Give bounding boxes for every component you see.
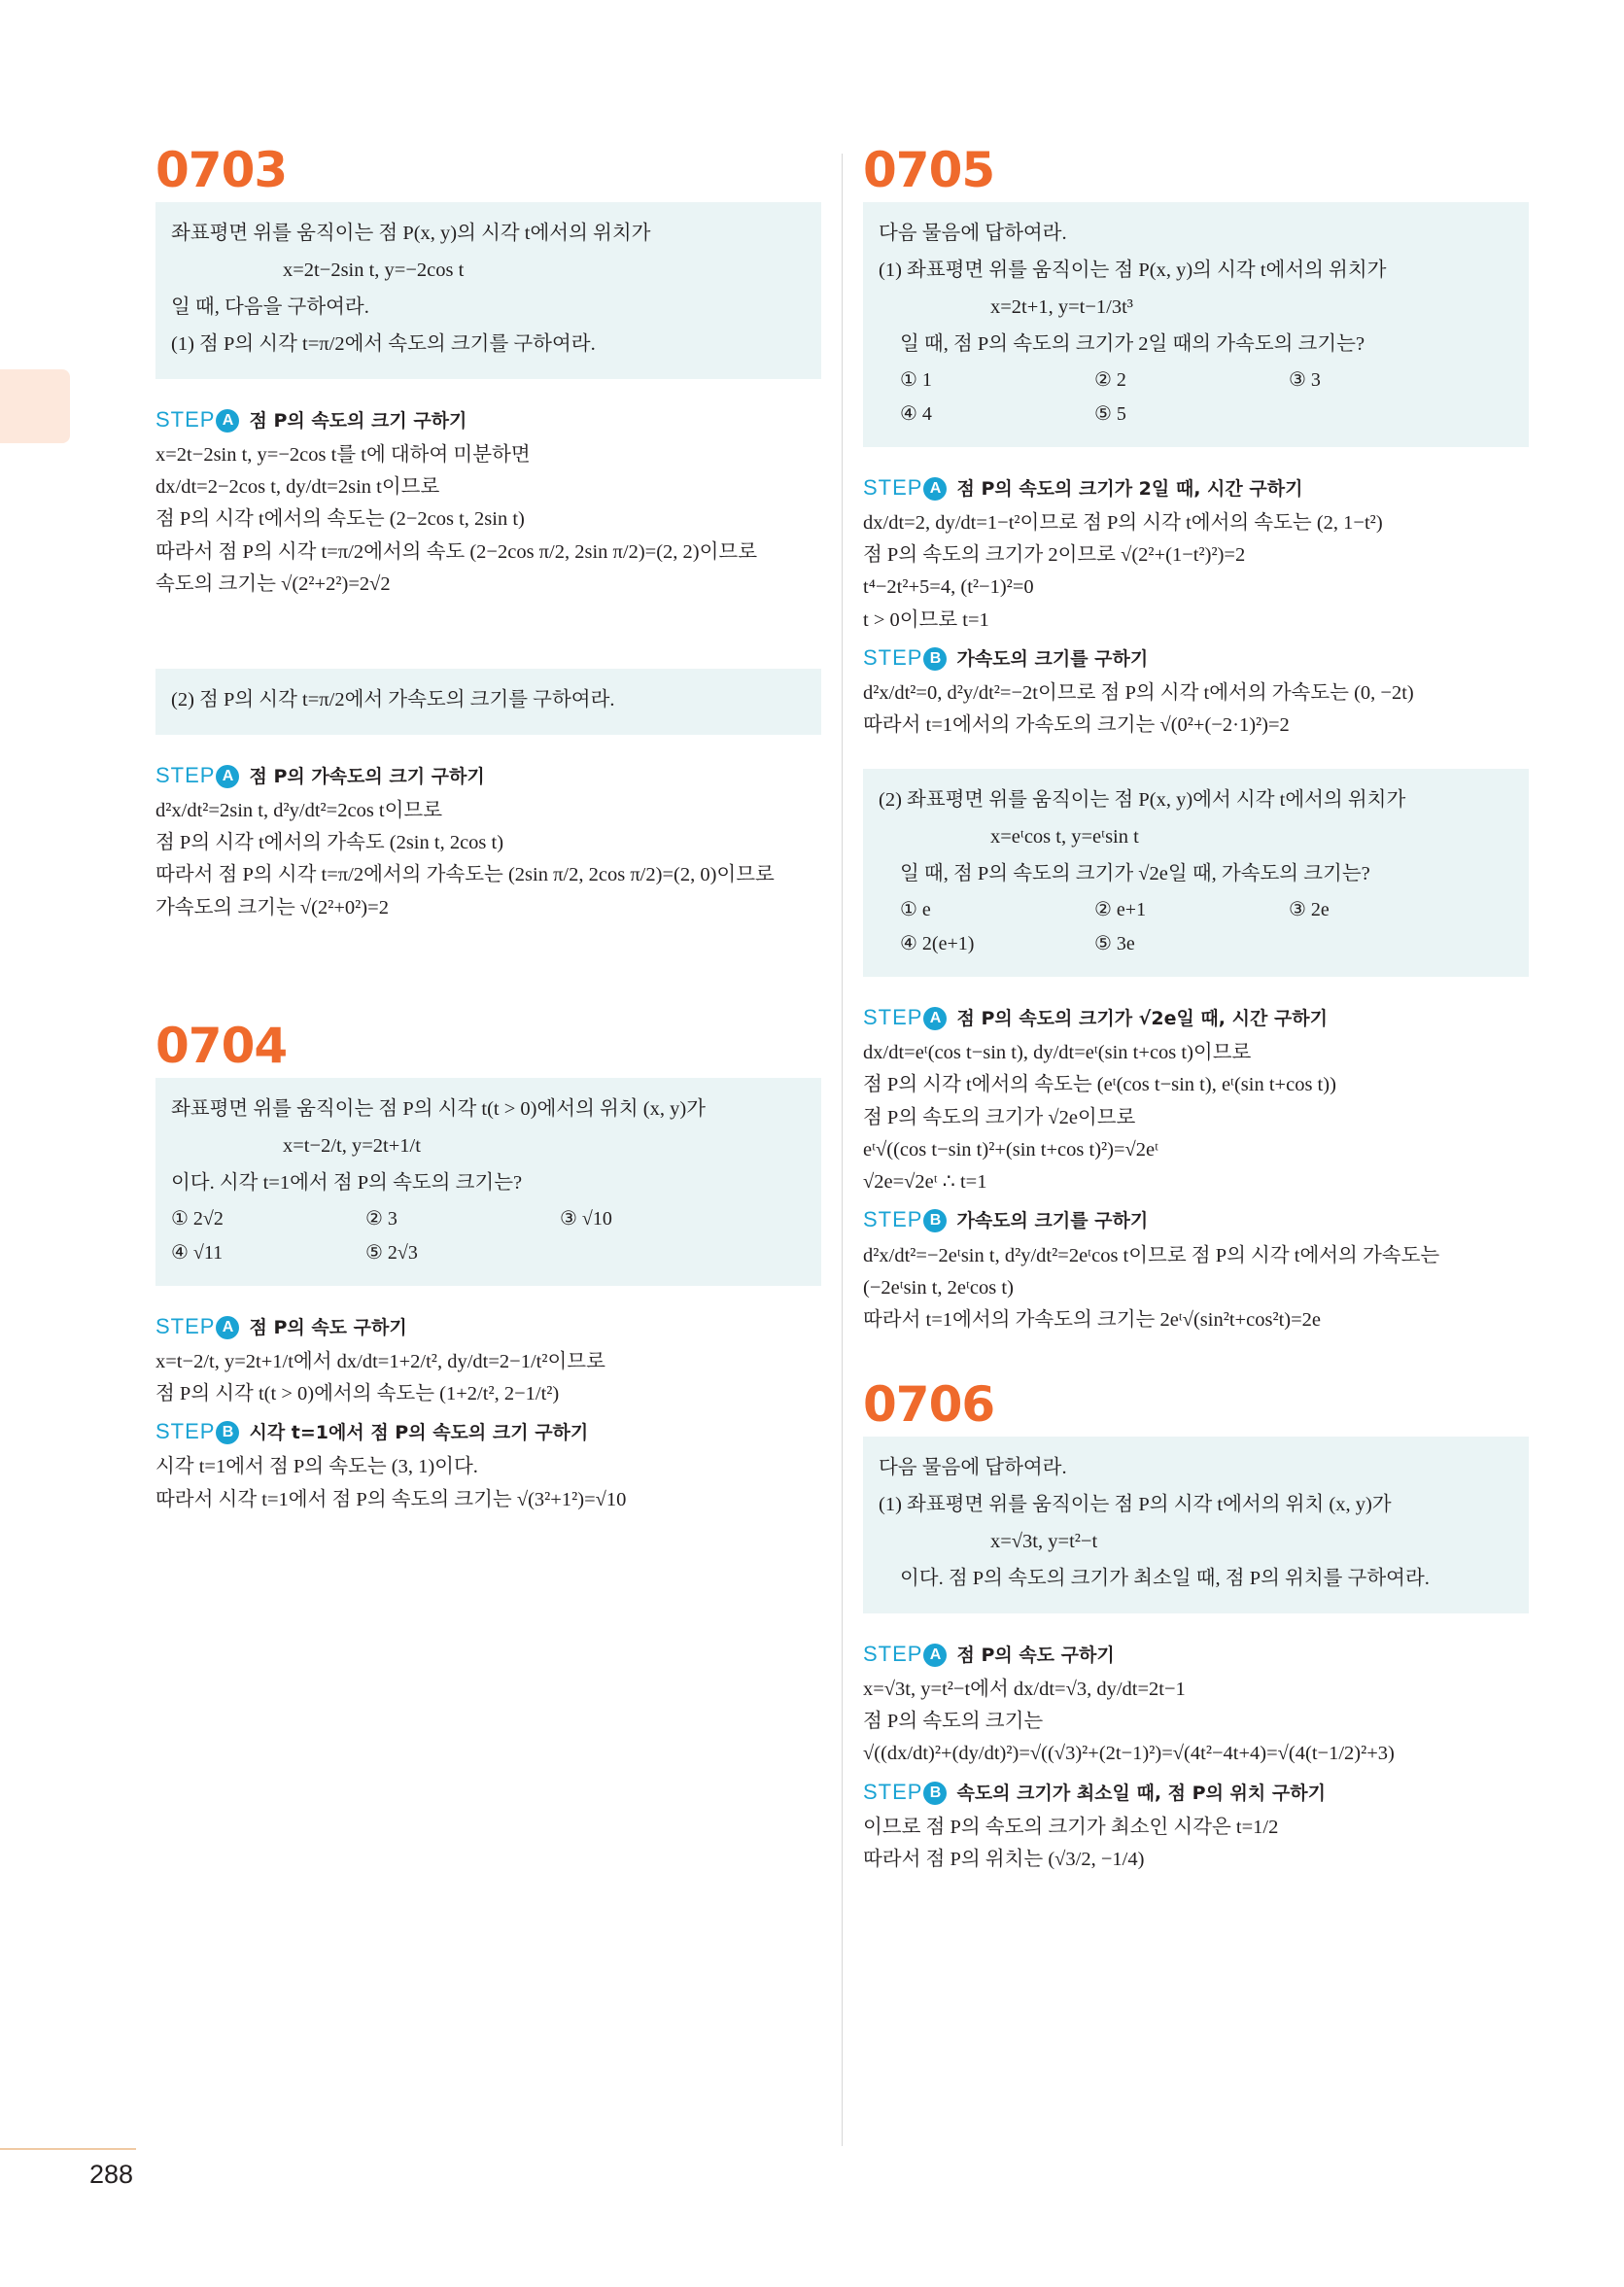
choice[interactable]: ⑤ 3e bbox=[1094, 933, 1135, 955]
question-formula: x=eᵗcos t, y=eᵗsin t bbox=[990, 826, 1139, 849]
solution-line: t⁴−2t²+5=4, (t²−1)²=0 bbox=[863, 576, 1034, 599]
solution-line: √((dx/dt)²+(dy/dt)²)=√((√3)²+(2t−1)²)=√(4t²−4t+4)=√(4(t−1/2)²+3) bbox=[863, 1743, 1395, 1765]
step-title: 점 P의 속도의 크기가 2일 때, 시간 구하기 bbox=[956, 477, 1303, 500]
solution-line: 따라서 점 P의 시각 t=π/2에서의 가속도는 (2sin π/2, 2cos π/2)=(2, 0)이므로 bbox=[155, 864, 775, 886]
question-box bbox=[863, 1437, 1529, 1613]
solution-line: (−2eᵗsin t, 2eᵗcos t) bbox=[863, 1276, 1014, 1299]
step-heading bbox=[863, 470, 1529, 505]
solution-line: t > 0이므로 t=1 bbox=[863, 608, 989, 631]
step-title: 점 P의 속도의 크기가 √2e일 때, 시간 구하기 bbox=[956, 1008, 1329, 1030]
step-title: 가속도의 크기를 구하기 bbox=[956, 1210, 1149, 1232]
question-line: (1) 점 P의 시각 t=π/2에서 속도의 크기를 구하여라. bbox=[171, 332, 596, 355]
problem-0705 bbox=[863, 142, 1529, 1336]
choice[interactable]: ④ 2(e+1) bbox=[900, 933, 975, 955]
solution-line: 점 P의 시각 t에서의 속도는 (2−2cos t, 2sin t) bbox=[155, 508, 525, 531]
question-formula: x=√3t, y=t²−t bbox=[990, 1530, 1098, 1552]
choice[interactable]: ④ 4 bbox=[900, 402, 932, 425]
problem-0703 bbox=[155, 142, 821, 924]
choice[interactable]: ④ √11 bbox=[171, 1241, 224, 1264]
left-column bbox=[155, 142, 821, 1516]
step-heading bbox=[863, 1000, 1529, 1035]
choice[interactable]: ② e+1 bbox=[1094, 899, 1147, 921]
solution-line: dx/dt=eᵗ(cos t−sin t), dy/dt=eᵗ(sin t+cos t)이므로 bbox=[863, 1042, 1252, 1064]
question-line: 이다. 시각 t=1에서 점 P의 속도의 크기는? bbox=[171, 1171, 523, 1194]
problem-number: 0704 bbox=[155, 1017, 288, 1074]
solution bbox=[863, 977, 1529, 1336]
problem-number: 0706 bbox=[863, 1376, 995, 1434]
step-letter-badge: A bbox=[216, 1316, 239, 1339]
problem-number: 0705 bbox=[863, 142, 995, 198]
question-line: 일 때, 다음을 구하여라. bbox=[171, 295, 369, 318]
answer-choices bbox=[879, 893, 1513, 961]
question-line: 다음 물음에 답하여라. bbox=[879, 1457, 1067, 1479]
step-title: 시각 t=1에서 점 P의 속도의 크기 구하기 bbox=[249, 1422, 589, 1444]
solution-line: 점 P의 속도의 크기는 bbox=[863, 1711, 1044, 1733]
step-title: 가속도의 크기를 구하기 bbox=[956, 647, 1149, 670]
question-box bbox=[155, 669, 821, 735]
step-title: 점 P의 속도의 크기 구하기 bbox=[249, 409, 467, 432]
question-formula: x=t−2/t, y=2t+1/t bbox=[283, 1134, 421, 1157]
question-box bbox=[863, 769, 1529, 977]
choice[interactable]: ③ 2e bbox=[1289, 899, 1330, 921]
step-letter-badge: A bbox=[923, 477, 947, 501]
choice[interactable]: ① 1 bbox=[900, 368, 932, 391]
solution-line: x=t−2/t, y=2t+1/t에서 dx/dt=1+2/t², dy/dt=2−1/t²이므로 bbox=[155, 1350, 605, 1372]
solution-line: 이므로 점 P의 속도의 크기가 최소인 시각은 t=1/2 bbox=[863, 1816, 1279, 1838]
question-line: (2) 점 P의 시각 t=π/2에서 가속도의 크기를 구하여라. bbox=[171, 688, 615, 710]
step-heading bbox=[155, 1309, 821, 1344]
solution-line: 따라서 t=1에서의 가속도의 크기는 √(0²+(−2·1)²)=2 bbox=[863, 714, 1290, 737]
step-letter-badge: A bbox=[216, 765, 239, 788]
step-heading bbox=[863, 641, 1529, 676]
step-letter-badge: A bbox=[923, 1644, 947, 1667]
solution-line: 따라서 시각 t=1에서 점 P의 속도의 크기는 √(3²+1²)=√10 bbox=[155, 1488, 627, 1510]
question-line: (2) 좌표평면 위를 움직이는 점 P(x, y)에서 시각 t에서의 위치가 bbox=[879, 789, 1406, 812]
step-tag: STEP bbox=[863, 474, 923, 500]
solution-line: d²x/dt²=0, d²y/dt²=−2t이므로 점 P의 시각 t에서의 가속도는 (0, −2t) bbox=[863, 681, 1414, 704]
solution-line: 가속도의 크기는 √(2²+0²)=2 bbox=[155, 896, 389, 918]
question-box bbox=[863, 202, 1529, 447]
solution-line: 점 P의 시각 t(t > 0)에서의 속도는 (1+2/t², 2−1/t²) bbox=[155, 1383, 560, 1405]
choice[interactable]: ① 2√2 bbox=[171, 1207, 224, 1230]
solution-line: 따라서 점 P의 시각 t=π/2에서의 속도 (2−2cos π/2, 2sin π/2)=(2, 2)이므로 bbox=[155, 540, 758, 563]
question-line: 일 때, 점 P의 속도의 크기가 √2e일 때, 가속도의 크기는? bbox=[900, 863, 1370, 885]
step-tag: STEP bbox=[863, 1641, 923, 1666]
step-tag: STEP bbox=[863, 1779, 923, 1804]
solution-line: 시각 t=1에서 점 P의 속도는 (3, 1)이다. bbox=[155, 1456, 478, 1478]
solution-line: 따라서 점 P의 위치는 (√3/2, −1/4) bbox=[863, 1849, 1145, 1871]
question-line: 다음 물음에 답하여라. bbox=[879, 223, 1067, 244]
question-box bbox=[155, 202, 821, 379]
step-tag: STEP bbox=[155, 406, 216, 432]
page-number: 288 bbox=[89, 2160, 134, 2189]
question-formula: x=2t+1, y=t−1/3t³ bbox=[990, 295, 1133, 318]
solution-line: eᵗ√((cos t−sin t)²+(sin t+cos t)²)=√2eᵗ bbox=[863, 1138, 1159, 1161]
step-heading bbox=[155, 1414, 821, 1449]
step-title: 점 P의 속도 구하기 bbox=[956, 1644, 1115, 1666]
solution-line: d²x/dt²=2sin t, d²y/dt²=2cos t이므로 bbox=[155, 800, 443, 822]
question-line: 이다. 점 P의 속도의 크기가 최소일 때, 점 P의 위치를 구하여라. bbox=[900, 1567, 1430, 1589]
step-tag: STEP bbox=[155, 1419, 216, 1444]
solution-line: 점 P의 속도의 크기가 √2e이므로 bbox=[863, 1106, 1136, 1128]
solution-line: x=2t−2sin t, y=−2cos t를 t에 대하여 미분하면 bbox=[155, 443, 531, 466]
question-line: 일 때, 점 P의 속도의 크기가 2일 때의 가속도의 크기는? bbox=[900, 332, 1365, 355]
solution bbox=[863, 1613, 1529, 1876]
choice[interactable]: ① e bbox=[900, 899, 931, 921]
solution-line: x=√3t, y=t²−t에서 dx/dt=√3, dy/dt=2t−1 bbox=[863, 1679, 1186, 1700]
solution-line: 점 P의 시각 t에서의 속도는 (eᵗ(cos t−sin t), eᵗ(sin t+cos t)) bbox=[863, 1074, 1336, 1096]
question-line: (1) 좌표평면 위를 움직이는 점 P의 시각 t에서의 위치 (x, y)가 bbox=[879, 1494, 1392, 1516]
problem-0704 bbox=[155, 1017, 821, 1516]
right-column bbox=[863, 142, 1529, 1876]
solution bbox=[155, 1286, 821, 1516]
step-tag: STEP bbox=[863, 1207, 923, 1232]
question-line: (1) 좌표평면 위를 움직이는 점 P(x, y)의 시각 t에서의 위치가 bbox=[879, 259, 1387, 281]
step-title: 점 P의 가속도의 크기 구하기 bbox=[249, 765, 485, 787]
step-letter-badge: B bbox=[923, 647, 947, 671]
step-heading bbox=[863, 1775, 1529, 1810]
solution-line: dx/dt=2−2cos t, dy/dt=2sin t이므로 bbox=[155, 476, 440, 499]
side-tab-marker bbox=[0, 369, 70, 443]
step-letter-badge: A bbox=[216, 409, 239, 433]
solution-line: 속도의 크기는 √(2²+2²)=2√2 bbox=[155, 572, 391, 595]
solution-line: 점 P의 시각 t에서의 가속도 (2sin t, 2cos t) bbox=[155, 832, 504, 854]
solution-line: d²x/dt²=−2eᵗsin t, d²y/dt²=2eᵗcos t이므로 점 P의 시각 t에서의 가속도는 bbox=[863, 1244, 1440, 1266]
step-tag: STEP bbox=[155, 762, 216, 787]
step-tag: STEP bbox=[863, 1005, 923, 1030]
step-heading bbox=[863, 1202, 1529, 1237]
step-tag: STEP bbox=[155, 1313, 216, 1338]
step-letter-badge: B bbox=[923, 1209, 947, 1232]
question-formula: x=2t−2sin t, y=−2cos t bbox=[283, 259, 465, 281]
step-heading bbox=[863, 1637, 1529, 1672]
question-line: 좌표평면 위를 움직이는 점 P(x, y)의 시각 t에서의 위치가 bbox=[171, 223, 651, 244]
choice[interactable]: ⑤ 2√3 bbox=[365, 1241, 418, 1264]
step-title: 속도의 크기가 최소일 때, 점 P의 위치 구하기 bbox=[956, 1782, 1326, 1804]
choice[interactable]: ③ 3 bbox=[1289, 368, 1321, 391]
answer-choices bbox=[171, 1202, 806, 1270]
problem-number: 0703 bbox=[155, 142, 288, 198]
solution-line: √2e=√2eᵗ ∴ t=1 bbox=[863, 1171, 987, 1194]
step-tag: STEP bbox=[863, 644, 923, 670]
solution bbox=[863, 447, 1529, 743]
choice[interactable]: ② 2 bbox=[1094, 368, 1126, 391]
step-heading bbox=[155, 758, 821, 793]
step-letter-badge: B bbox=[923, 1782, 947, 1805]
step-letter-badge: B bbox=[216, 1421, 239, 1444]
step-title: 점 P의 속도 구하기 bbox=[249, 1316, 407, 1338]
answer-choices bbox=[879, 364, 1513, 432]
choice[interactable]: ② 3 bbox=[365, 1207, 397, 1230]
choice[interactable]: ③ √10 bbox=[560, 1207, 612, 1230]
choice[interactable]: ⑤ 5 bbox=[1094, 402, 1126, 425]
solution bbox=[155, 379, 821, 601]
problem-0706 bbox=[863, 1376, 1529, 1876]
step-letter-badge: A bbox=[923, 1007, 947, 1030]
solution bbox=[155, 735, 821, 924]
question-box bbox=[155, 1078, 821, 1286]
step-heading bbox=[155, 402, 821, 437]
solution-line: 따라서 t=1에서의 가속도의 크기는 2eᵗ√(sin²t+cos²t)=2e bbox=[863, 1308, 1322, 1331]
solution-line: dx/dt=2, dy/dt=1−t²이므로 점 P의 시각 t에서의 속도는 (2, 1−t²) bbox=[863, 511, 1383, 534]
solution-line: 점 P의 속도의 크기가 2이므로 √(2²+(1−t²)²)=2 bbox=[863, 544, 1246, 567]
question-line: 좌표평면 위를 움직이는 점 P의 시각 t(t > 0)에서의 위치 (x, y)가 bbox=[171, 1097, 706, 1120]
page-number-rule bbox=[0, 2148, 136, 2150]
column-divider bbox=[842, 154, 843, 2146]
